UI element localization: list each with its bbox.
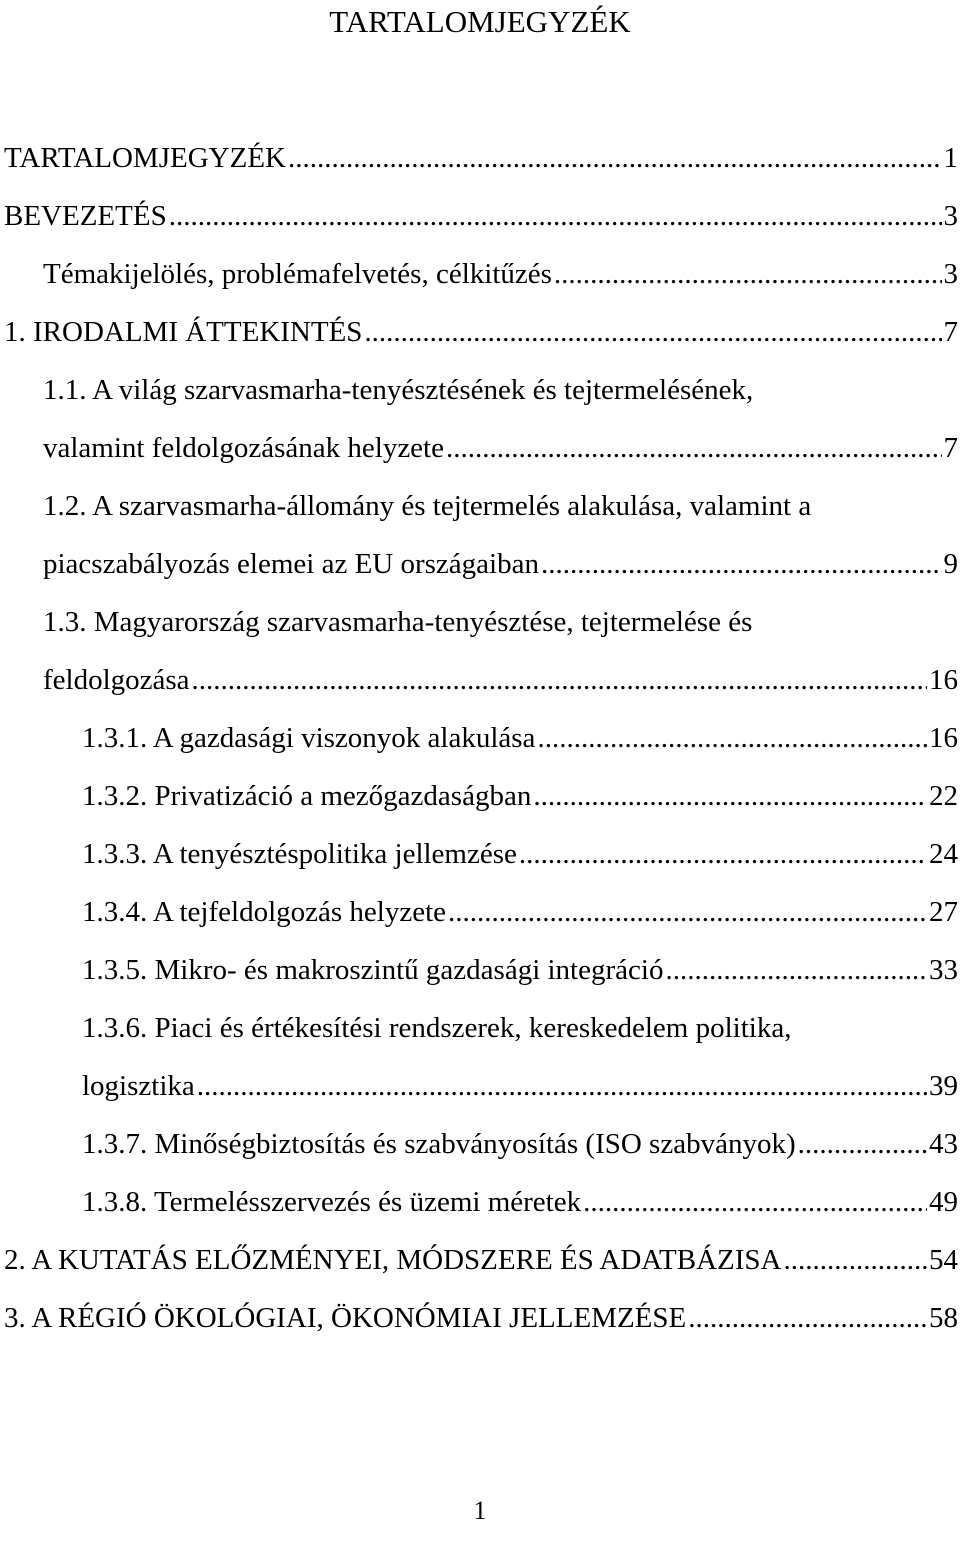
toc-entry-title: 1.3.3. A tenyésztéspolitika jellemzése	[82, 838, 517, 870]
toc-entry-first-line[interactable]	[0, 1008, 960, 1048]
toc-entry-title: 1.3.1. A gazdasági viszonyok alakulása	[82, 722, 536, 754]
toc-page-number: 22	[929, 780, 958, 812]
toc-entry-title: BEVEZETÉS	[4, 200, 167, 232]
toc-page-number: 16	[929, 664, 958, 696]
toc-page-number: 1	[943, 142, 958, 174]
toc-entry[interactable]	[0, 718, 960, 758]
toc-entry-title: TARTALOMJEGYZÉK	[4, 142, 286, 174]
toc-leader-dots	[192, 660, 927, 700]
toc-leader-dots	[665, 950, 927, 990]
toc-page-number: 58	[929, 1302, 958, 1334]
footer-page-number: 1	[473, 1496, 487, 1525]
toc-entry[interactable]	[0, 1298, 960, 1338]
toc-entry[interactable]	[0, 1124, 960, 1164]
toc-leader-dots	[583, 1182, 927, 1222]
toc-entry-title: 1.3.8. Termelésszervezés és üzemi méretek	[82, 1186, 582, 1218]
toc-page-number: 3	[943, 258, 958, 290]
toc-entry-title: Témakijelölés, problémafelvetés, célkitűzés	[43, 258, 552, 290]
toc-entry-title: 1.3.5. Mikro- és makroszintű gazdasági integráció	[82, 954, 664, 986]
toc-entry[interactable]	[0, 312, 960, 352]
toc-entry-first-line[interactable]	[0, 486, 960, 526]
toc-page-number: 3	[943, 200, 958, 232]
toc-leader-dots	[688, 1298, 927, 1338]
toc-entry-title: 2. A KUTATÁS ELŐZMÉNYEI, MÓDSZERE ÉS ADATBÁZISA	[4, 1244, 782, 1276]
toc-leader-dots	[541, 544, 942, 584]
toc-entry-title: 1.3.2. Privatizáció a mezőgazdaságban	[82, 780, 532, 812]
toc-entry-title: 1.3. Magyarország szarvasmarha-tenyésztése, tejtermelése és	[43, 606, 753, 638]
toc-entry-title: 1. IRODALMI ÁTTEKINTÉS	[4, 316, 363, 348]
toc-entry[interactable]	[0, 950, 960, 990]
toc-entry[interactable]	[0, 428, 960, 468]
toc-entry-title: 1.3.4. A tejfeldolgozás helyzete	[82, 896, 447, 928]
toc-leader-dots	[554, 254, 942, 294]
toc-leader-dots	[288, 138, 942, 178]
toc-entry[interactable]	[0, 1182, 960, 1222]
toc-leader-dots	[783, 1240, 927, 1280]
page-title: TARTALOMJEGYZÉK	[329, 4, 631, 39]
toc-page-number: 16	[929, 722, 958, 754]
toc-entry-first-line[interactable]	[0, 602, 960, 642]
toc-leader-dots	[169, 196, 942, 236]
toc-entry-title: logisztika	[82, 1070, 195, 1102]
toc-page-number: 27	[929, 896, 958, 928]
toc-entry[interactable]	[0, 544, 960, 584]
toc-leader-dots	[519, 834, 927, 874]
toc-entry-title: 1.3.7. Minőségbiztosítás és szabványosítás (ISO szabványok)	[82, 1128, 796, 1160]
toc-entry[interactable]	[0, 196, 960, 236]
toc-page-number: 7	[943, 432, 958, 464]
toc-entry-first-line[interactable]	[0, 370, 960, 410]
toc-entry[interactable]	[0, 138, 960, 178]
toc-entry-title: feldolgozása	[43, 664, 190, 696]
toc-entry[interactable]	[0, 892, 960, 932]
toc-entry-title: 1.1. A világ szarvasmarha-tenyésztésének és tejtermelésének,	[43, 374, 754, 406]
toc-entry-title: 3. A RÉGIÓ ÖKOLÓGIAI, ÖKONÓMIAI JELLEMZÉSE	[4, 1302, 687, 1334]
toc-entry[interactable]	[0, 660, 960, 700]
toc-page-number: 7	[943, 316, 958, 348]
toc-entry[interactable]	[0, 254, 960, 294]
toc-page-number: 43	[929, 1128, 958, 1160]
toc-leader-dots	[446, 428, 942, 468]
toc-entry-title: piacszabályozás elemei az EU országaiban	[43, 548, 539, 580]
toc-leader-dots	[448, 892, 927, 932]
toc-page-number: 33	[929, 954, 958, 986]
toc-page-number: 54	[929, 1244, 958, 1276]
toc-page-number: 24	[929, 838, 958, 870]
toc-leader-dots	[364, 312, 941, 352]
toc-entry-title: 1.3.6. Piaci és értékesítési rendszerek, kereskedelem politika,	[82, 1012, 792, 1044]
toc-leader-dots	[798, 1124, 927, 1164]
toc-leader-dots	[537, 718, 927, 758]
toc-entry-title: valamint feldolgozásának helyzete	[43, 432, 444, 464]
toc-page-number: 39	[929, 1070, 958, 1102]
toc-leader-dots	[197, 1066, 927, 1106]
toc-entry[interactable]	[0, 1066, 960, 1106]
toc-leader-dots	[533, 776, 927, 816]
toc-page-number: 9	[943, 548, 958, 580]
toc-entry[interactable]	[0, 776, 960, 816]
toc-entry-title: 1.2. A szarvasmarha-állomány és tejtermelés alakulása, valamint a	[43, 490, 812, 522]
toc-entry[interactable]	[0, 834, 960, 874]
toc-page-number: 49	[929, 1186, 958, 1218]
toc-entry[interactable]	[0, 1240, 960, 1280]
